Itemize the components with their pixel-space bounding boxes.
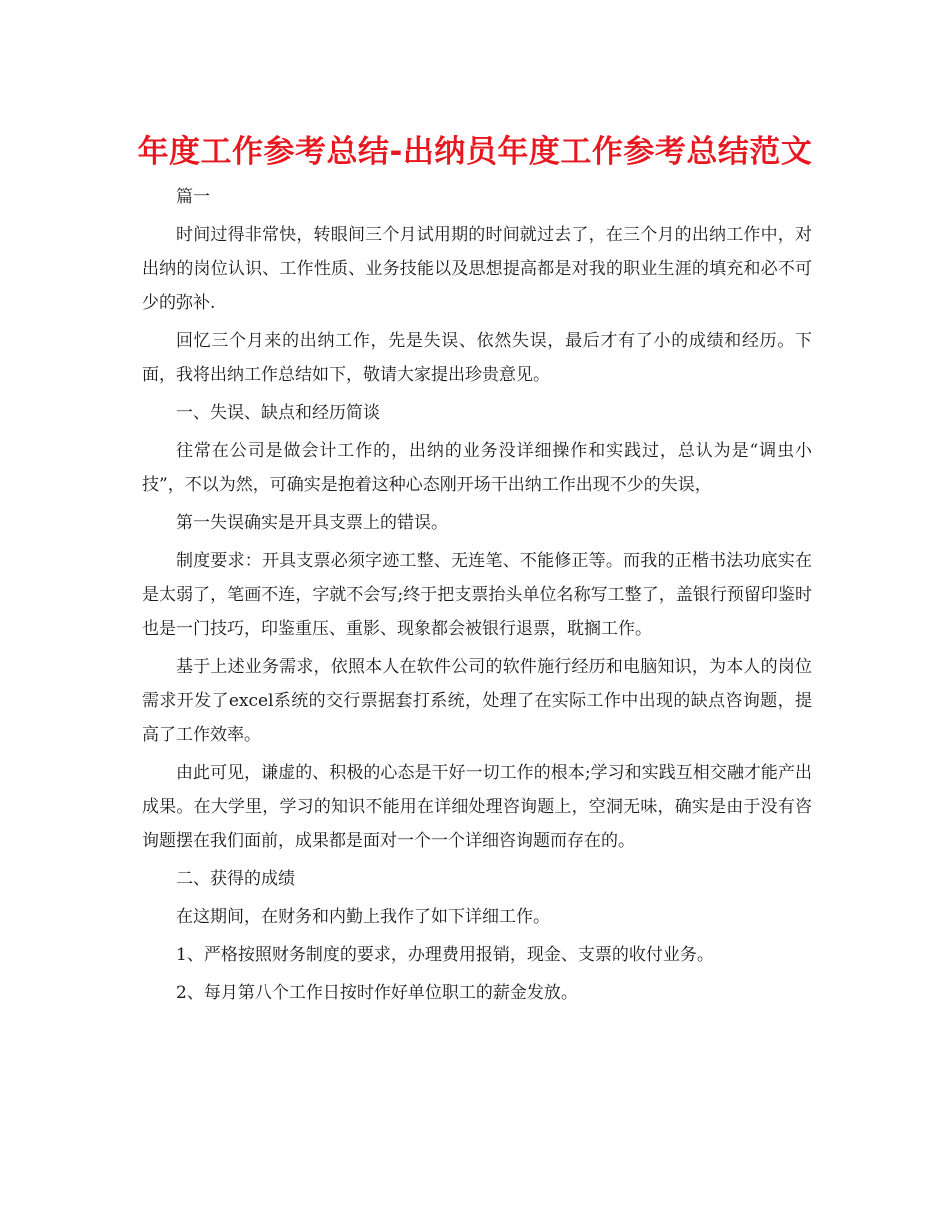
document-title: 年度工作参考总结-出纳员年度工作参考总结范文 (137, 134, 813, 170)
paragraph: 制度要求：开具支票必须字迹工整、无连笔、不能修正等。而我的正楷书法功底实在是太弱了，笔画不连，字就不会写;终于把支票抬头单位名称写工整了，盖银行预留印鉴时也是一门技巧，印鉴重压、重影、现象都会被银行退票，耽搁工作。 (142, 551, 812, 639)
section-heading: 二、获得的成绩 (176, 869, 295, 889)
paragraph: 时间过得非常快，转眼间三个月试用期的时间就过去了，在三个月的出纳工作中，对出纳的岗位认识、工作性质、业务技能以及思想提高都是对我的职业生涯的填充和必不可少的弥补. (142, 225, 812, 313)
paragraph: 在这期间，在财务和内勤上我作了如下详细工作。 (176, 907, 550, 927)
section-heading: 一、失误、缺点和经历简谈 (176, 403, 380, 423)
paragraph: 由此可见，谦虚的、积极的心态是干好一切工作的根本;学习和实践互相交融才能产出成果。在大学里，学习的知识不能用在详细处理咨询题上，空洞无味，确实是由于没有咨询题摆在我们面前，成果都是面对一个一个详细咨询题而存在的。 (142, 763, 812, 851)
paragraph: 回忆三个月来的出纳工作，先是失误、依然失误，最后才有了小的成绩和经历。下面，我将出纳工作总结如下，敬请大家提出珍贵意见。 (142, 331, 812, 385)
paragraph: 篇一 (176, 187, 210, 207)
list-item: 1、严格按照财务制度的要求，办理费用报销，现金、支票的收付业务。 (176, 945, 714, 965)
paragraph: 往常在公司是做会计工作的，出纳的业务没详细操作和实践过，总认为是“调虫小技”，不以为然，可确实是抱着这种心态刚开场干出纳工作出现不少的失误， (142, 441, 812, 495)
list-item: 2、每月第八个工作日按时作好单位职工的薪金发放。 (176, 983, 578, 1003)
document-body (142, 180, 812, 1014)
paragraph: 第一失误确实是开具支票上的错误。 (176, 513, 448, 533)
paragraph: 基于上述业务需求，依照本人在软件公司的软件施行经历和电脑知识，为本人的岗位需求开发了excel系统的交行票据套打系统，处理了在实际工作中出现的缺点咨询题，提高了工作效率。 (142, 657, 812, 745)
